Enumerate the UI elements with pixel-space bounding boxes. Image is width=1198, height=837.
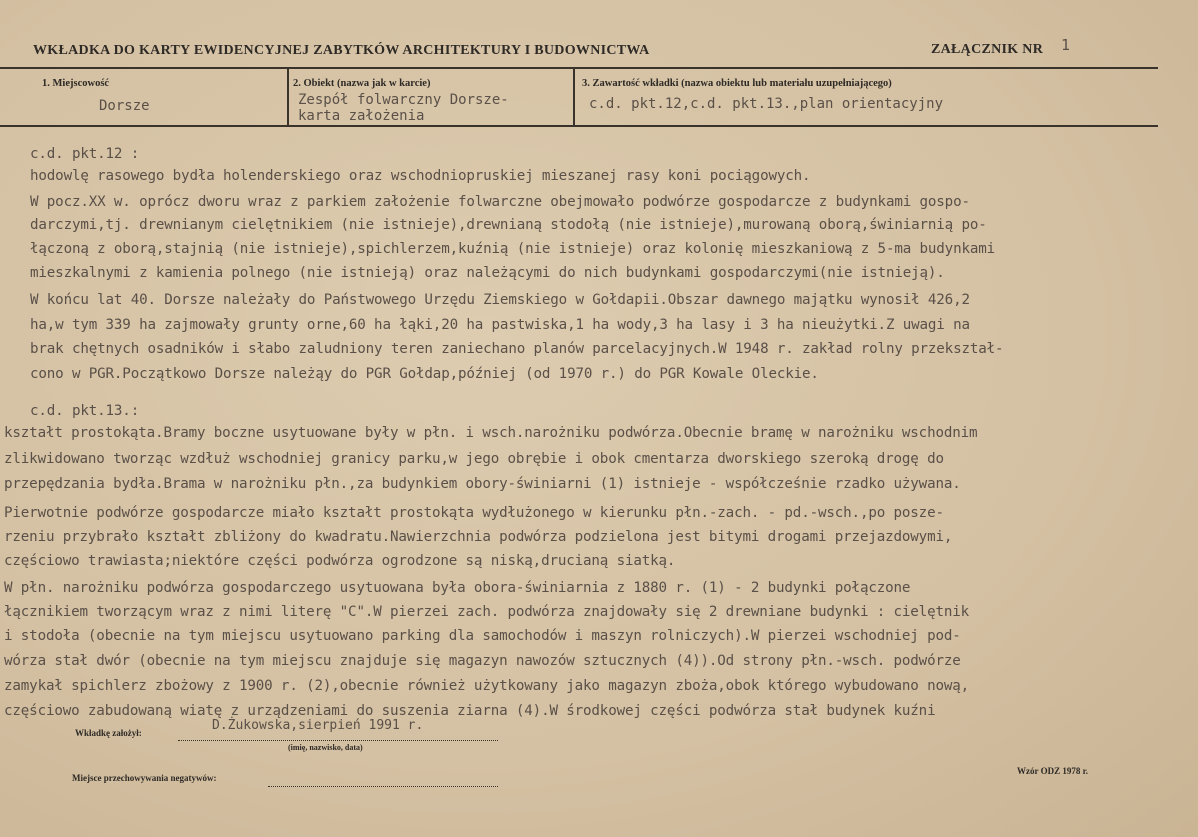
body-line: zlikwidowano tworząc wzdłuż wschodniej granicy parku,w jego obrębie i obok cmentarza dworskiego szeroką drogę do [4, 451, 944, 467]
field-divider-2 [573, 67, 575, 125]
body-line: łącznikiem tworzącym wraz z nimi literę "C".W pierzei zach. podwórza znajdowały się 2 drewniane budynki : cielętnik [4, 604, 970, 620]
founder-hint: (imię, nazwisko, data) [288, 743, 363, 752]
body-line: częściowo zabudowaną wiatę z urządzeniami do suszenia ziarna (4).W środkowej części podwórza stał budynek kuźni [4, 703, 936, 719]
body-line: mieszkalnymi z kamienia polnego (nie istnieją) oraz należącymi do nich budynkami gospodarczymi(nie istnieją). [30, 265, 945, 281]
attachment-number: 1 [1061, 36, 1071, 54]
body-line: przepędzania bydła.Brama w narożniku płn.,za budynkiem obory-świniarni (1) istnieje - współcześnie rzadko używana. [4, 476, 961, 492]
field-3-label: 3. Zawartość wkładki (nazwa obiektu lub materiału uzupełniającego) [582, 78, 892, 89]
body-line: cono w PGR.Początkowo Dorsze należąy do PGR Gołdap,później (od 1970 r.) do PGR Kowale Oleckie. [30, 366, 819, 382]
negatives-line [268, 786, 498, 787]
founder-label: Wkładkę założył: [75, 728, 142, 738]
header-rule-top [0, 67, 1158, 69]
body-line: W pocz.XX w. oprócz dworu wraz z parkiem założenie folwarczne obejmowało podwórze gospodarcze z budynkami gospo- [30, 194, 970, 210]
body-line: ha,w tym 339 ha zajmowały grunty orne,60 ha łąki,20 ha pastwiska,1 ha wody,3 ha lasy i 3 ha nieużytki.Z uwagi na [30, 317, 970, 333]
body-line: W końcu lat 40. Dorsze należały do Państwowego Urzędu Ziemskiego w Gołdapii.Obszar dawnego majątku wynosił 426,2 [30, 292, 970, 308]
body-line: darczymi,tj. drewnianym cielętnikiem (nie istnieje),drewnianą stodołą (nie istnieje),murowaną oborą,świniarnią po- [30, 217, 987, 233]
field-3-value: c.d. pkt.12,c.d. pkt.13.,plan orientacyjny [589, 96, 944, 112]
body-line: hodowlę rasowego bydła holenderskiego oraz wschodniopruskiej mieszanej rasy koni pociągowych. [30, 168, 811, 184]
body-line: wórza stał dwór (obecnie na tym miejscu znajduje się magazyn nawozów sztucznych (4)).Od strony płn.-wsch. podwórze [4, 653, 961, 669]
body-line: częściowo trawiasta;niektóre części podwórza ogrodzone są niską,drucianą siatką. [4, 553, 676, 569]
form-id: Wzór ODZ 1978 r. [1017, 766, 1088, 776]
attachment-label: ZAŁĄCZNIK NR [931, 42, 1044, 57]
founder-signature-line [178, 740, 498, 741]
body-line: W płn. narożniku podwórza gospodarczego usytuowana była obora-świniarnia z 1880 r. (1) - 2 budynki połączone [4, 580, 911, 596]
body-line: c.d. pkt.13.: [30, 403, 140, 419]
body-line: c.d. pkt.12 : [30, 146, 140, 162]
body-line: zamykał spichlerz zbożowy z 1900 r. (2),obecnie również użytkowany jako magazyn zboża,obok którego wybudowano nową, [4, 678, 970, 694]
field-divider-1 [287, 67, 289, 125]
body-line: Pierwotnie podwórze gospodarcze miało kształt prostokąta wydłużonego w kierunku płn.-zach. - pd.-wsch.,po posze- [4, 505, 944, 521]
body-line: kształt prostokąta.Bramy boczne usytuowane były w płn. i wsch.narożniku podwórza.Obecnie bramę w narożniku wschodnim [4, 425, 978, 441]
body-line: rzeniu przybrało kształt zbliżony do kwadratu.Nawierzchnia podwórza podzielona jest bitymi drogami przejazdowymi, [4, 529, 953, 545]
field-2-value-line2: karta założenia [298, 108, 425, 124]
founder-value: D.Żukowska,sierpień 1991 r. [212, 718, 424, 733]
field-2-label: 2. Obiekt (nazwa jak w karcie) [293, 78, 431, 89]
field-1-label: 1. Miejscowość [42, 78, 110, 89]
field-2-value-line1: Zespół folwarczny Dorsze- [298, 92, 509, 108]
body-line: i stodoła (obecnie na tym miejscu usytuowano parking dla samochodów i maszyn rolniczych).W pierzei wschodniej pod- [4, 628, 961, 644]
body-line: brak chętnych osadników i słabo zaludniony teren zaniechano planów parcelacyjnych.W 1948 r. zakład rolny przekształ- [30, 341, 1004, 357]
card-title: WKŁADKA DO KARTY EWIDENCYJNEJ ZABYTKÓW ARCHITEKTURY I BUDOWNICTWA [33, 43, 650, 58]
field-1-value: Dorsze [99, 98, 150, 114]
header-rule-bottom [0, 125, 1158, 127]
negatives-label: Miejsce przechowywania negatywów: [72, 773, 217, 783]
body-line: łączoną z oborą,stajnią (nie istnieje),spichlerzem,kuźnią (nie istnieje) oraz kolonię mieszkaniową z 5-ma budynkami [30, 241, 996, 257]
